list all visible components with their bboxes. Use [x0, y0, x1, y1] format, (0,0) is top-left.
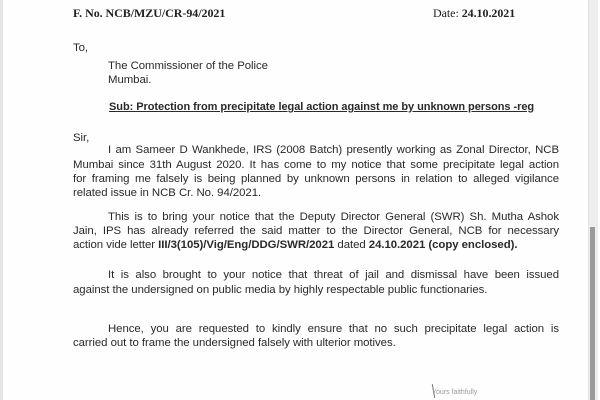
para1-line4: related issue in NCB Cr. No. 94/2021.: [73, 187, 262, 199]
date-line: [433, 6, 515, 20]
para1-line2: Mumbai since 31th August 2020. It has come to my notice that some precipitate legal action: [73, 159, 559, 171]
signature-fragment: Yours faithfully: [432, 389, 478, 396]
salutation: Sir,: [73, 132, 90, 144]
date-value: 24.10.2021: [461, 6, 516, 20]
para2-line3: [73, 238, 517, 252]
para3-line1: It is also brought to your notice that threat of jail and dismissal have been issued: [108, 269, 559, 281]
addressee-line-1: The Commissioner of the Police: [108, 60, 268, 72]
date-label: Date:: [433, 6, 459, 20]
para2-line2: Jain, IPS has already referred the said matter to the Director General, NCB for necessary: [73, 225, 559, 237]
addressee-line-2: Mumbai.: [108, 74, 152, 86]
para2-line1: This is to bring your notice that the Deputy Director General (SWR) Sh. Mutha Ashok: [108, 211, 559, 223]
para1-line3: for framing me falsely is being planned by unknown persons in relation to alleged vigilance: [73, 173, 559, 185]
subject-line: Sub: Protection from precipitate legal action against me by unknown persons -reg: [109, 101, 535, 113]
para4-line2: carried out to frame the undersigned falsely with ulterior motives.: [73, 337, 396, 349]
para3-line2: against the undersigned on public media by highly respectable public functionaries.: [73, 284, 488, 296]
para2-line3-text: action vide letter: [73, 239, 159, 251]
file-number: F. No. NCB/MZU/CR-94/2021: [73, 6, 226, 20]
letter-date-enclosed: 24.10.2021 (copy enclosed).: [368, 239, 518, 251]
to-label: To,: [73, 42, 89, 54]
scrollbar-thumb[interactable]: [590, 227, 595, 400]
letter-reference: III/3(105)/Vig/Eng/DDG/SWR/2021: [158, 239, 335, 251]
para4-line1: Hence, you are requested to kindly ensure that no such precipitate legal action is: [108, 323, 559, 335]
para1-line1: I am Sameer D Wankhede, IRS (2008 Batch) presently working as Zonal Director, NCB: [108, 144, 559, 156]
dated-word: dated: [334, 239, 369, 251]
